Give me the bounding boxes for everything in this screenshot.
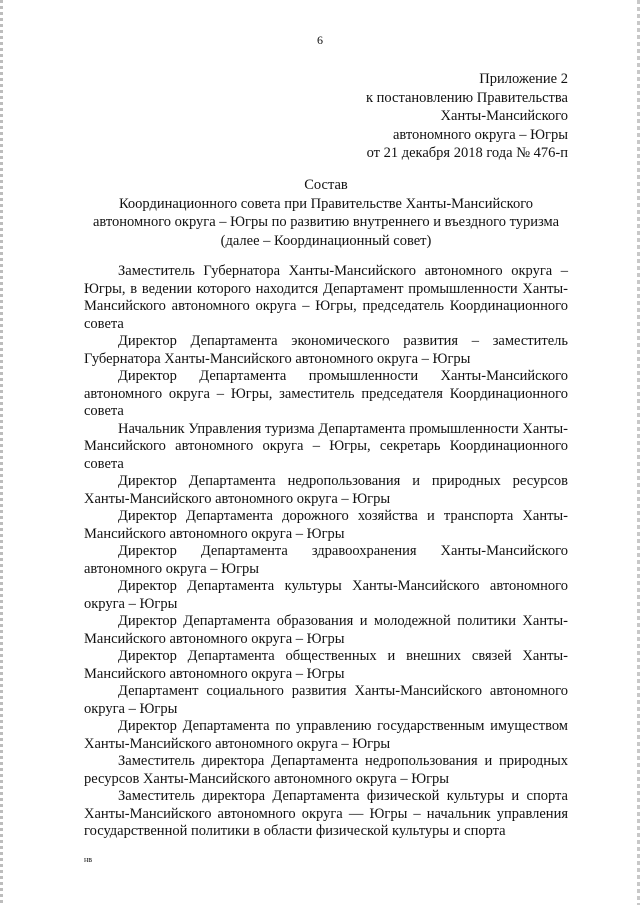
- member-entry: Директор Департамента по управлению государственным имуществом Ханты-Мансийского автономного округа – Югры: [84, 718, 568, 752]
- document-heading: [84, 176, 568, 250]
- member-entry: Директор Департамента экономического развития – заместитель Губернатора Ханты-Мансийского автономного округа – Югры: [84, 333, 568, 367]
- appendix-line: Приложение 2: [479, 71, 568, 87]
- member-entry: Директор Департамента промышленности Ханты-Мансийского автономного округа – Югры, заместитель председателя Координационного совета: [84, 368, 568, 419]
- member-entry: Департамент социального развития Ханты-Мансийского автономного округа – Югры: [84, 683, 568, 717]
- member-entry: Директор Департамента культуры Ханты-Мансийского автономного округа – Югры: [84, 578, 568, 612]
- appendix-block: [366, 70, 568, 163]
- appendix-line: автономного округа – Югры: [392, 126, 568, 143]
- heading-line: автономного округа – Югры по развитию внутреннего и въездного туризма: [92, 214, 560, 230]
- heading-line: (далее – Координационный совет): [220, 232, 432, 249]
- page-number: 6: [317, 33, 323, 47]
- member-entry: Директор Департамента дорожного хозяйства и транспорта Ханты-Мансийского автономного округа – Югры: [84, 508, 568, 542]
- member-entry: Заместитель Губернатора Ханты-Мансийского автономного округа – Югры, в ведении которого находится Департамент промышленности Ханты-Мансийского автономного округа – Югры, председатель Координационного совета: [84, 263, 568, 332]
- appendix-line: к постановлению Правительства: [366, 89, 568, 106]
- footer-initials: нв: [84, 855, 93, 864]
- member-entry: Директор Департамента образования и молодежной политики Ханты-Мансийского автономного округа – Югры: [84, 613, 568, 647]
- members-list: [84, 263, 568, 841]
- member-entry: Директор Департамента здравоохранения Ханты-Мансийского автономного округа – Югры: [84, 543, 568, 577]
- member-entry: Заместитель директора Департамента недропользования и природных ресурсов Ханты-Мансийского автономного округа – Югры: [84, 753, 568, 787]
- member-entry: Начальник Управления туризма Департамента промышленности Ханты-Мансийского автономного округа – Югры, секретарь Координационного совета: [84, 420, 568, 472]
- heading-line: Координационного совета при Правительстве Ханты-Мансийского: [118, 195, 534, 212]
- appendix-line: Ханты-Мансийского: [440, 108, 568, 124]
- heading-title: Состав: [304, 177, 348, 193]
- appendix-line: от 21 декабря 2018 года № 476-п: [366, 145, 568, 161]
- member-entry: Директор Департамента недропользования и природных ресурсов Ханты-Мансийского автономного округа – Югры: [84, 473, 568, 507]
- member-entry: Директор Департамента общественных и внешних связей Ханты-Мансийского автономного округа – Югры: [84, 648, 568, 682]
- scan-edge-left: [0, 0, 3, 905]
- member-entry: Заместитель директора Департамента физической культуры и спорта Ханты-Мансийского автономного округа — Югры – начальник управления государственной политики в области физической культуры и спорта: [84, 788, 568, 839]
